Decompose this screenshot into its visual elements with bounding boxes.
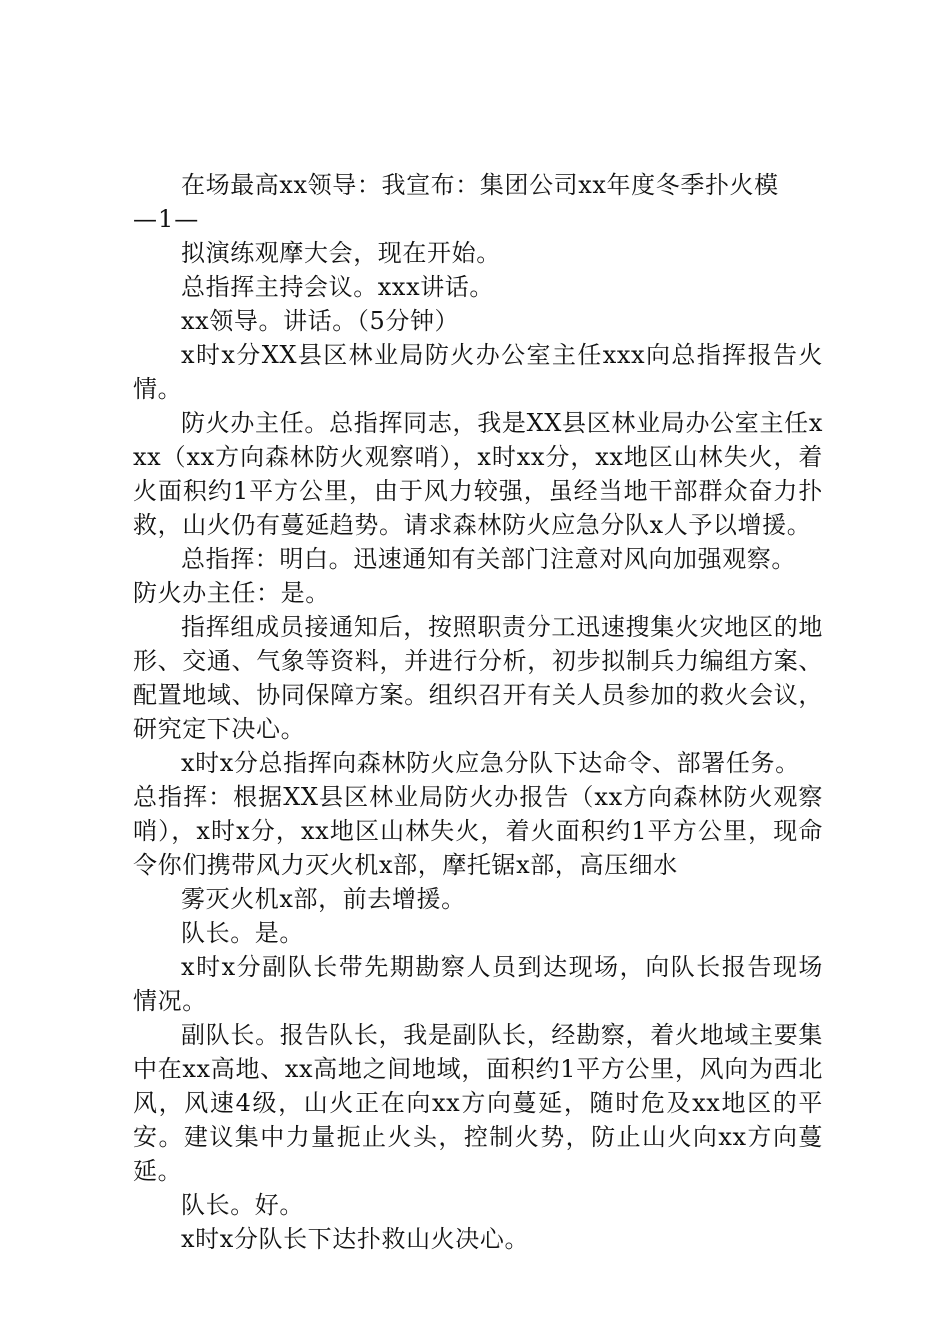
paragraph: 副队长。报告队长，我是副队长，经勘察，着火地域主要集中在xx高地、xx高地之间地域，面积约1平方公里，风向为西北风，风速4级，山火正在向xx方向蔓延，随时危及xx地区的平安。建议集中力量扼止火头，控制火势，防止山火向xx方向蔓延。: [133, 1021, 823, 1185]
paragraph: 队长。好。: [181, 1191, 304, 1219]
paragraph: 总指挥：明白。迅速通知有关部门注意对风向加强观察。: [181, 545, 796, 573]
paragraph: 队长。是。: [181, 919, 304, 947]
paragraph: 指挥组成员接通知后，按照职责分工迅速搜集火灾地区的地形、交通、气象等资料，并进行分析，初步拟制兵力编组方案、配置地域、协同保障方案。组织召开有关人员参加的救火会议，研究定下决心。: [133, 613, 823, 743]
paragraph: x时x分总指挥向森林防火应急分队下达命令、部署任务。: [181, 749, 800, 777]
document-body: [133, 168, 823, 1256]
paragraph: x时x分队长下达扑救山火决心。: [181, 1225, 530, 1253]
paragraph: 防火办主任：是。: [133, 579, 330, 607]
paragraph: 防火办主任。总指挥同志，我是XX县区林业局办公室主任xxx（xx方向森林防火观察哨），x时xx分，xx地区山林失火，着火面积约1平方公里，由于风力较强，虽经当地干部群众奋力扑救，山火仍有蔓延趋势。请求森林防火应急分队x人予以增援。: [133, 409, 823, 539]
page-number: —1—: [133, 205, 200, 233]
paragraph: 总指挥主持会议。xxx讲话。: [181, 273, 495, 301]
paragraph: 总指挥：根据XX县区林业局防火办报告（xx方向森林防火观察哨），x时x分，xx地区山林失火，着火面积约1平方公里，现命令你们携带风力灭火机x部，摩托锯x部，高压细水: [133, 783, 823, 879]
paragraph: x时x分副队长带先期勘察人员到达现场，向队长报告现场情况。: [133, 953, 823, 1015]
paragraph: 拟演练观摩大会，现在开始。: [181, 239, 501, 267]
paragraph-opening: 在场最高xx领导：我宣布：集团公司xx年度冬季扑火模: [181, 171, 779, 199]
paragraph: xx领导。讲话。（5分钟）: [181, 307, 460, 335]
paragraph: x时x分XX县区林业局防火办公室主任xxx向总指挥报告火情。: [133, 341, 823, 403]
paragraph: 雾灭火机x部，前去增援。: [181, 885, 466, 913]
